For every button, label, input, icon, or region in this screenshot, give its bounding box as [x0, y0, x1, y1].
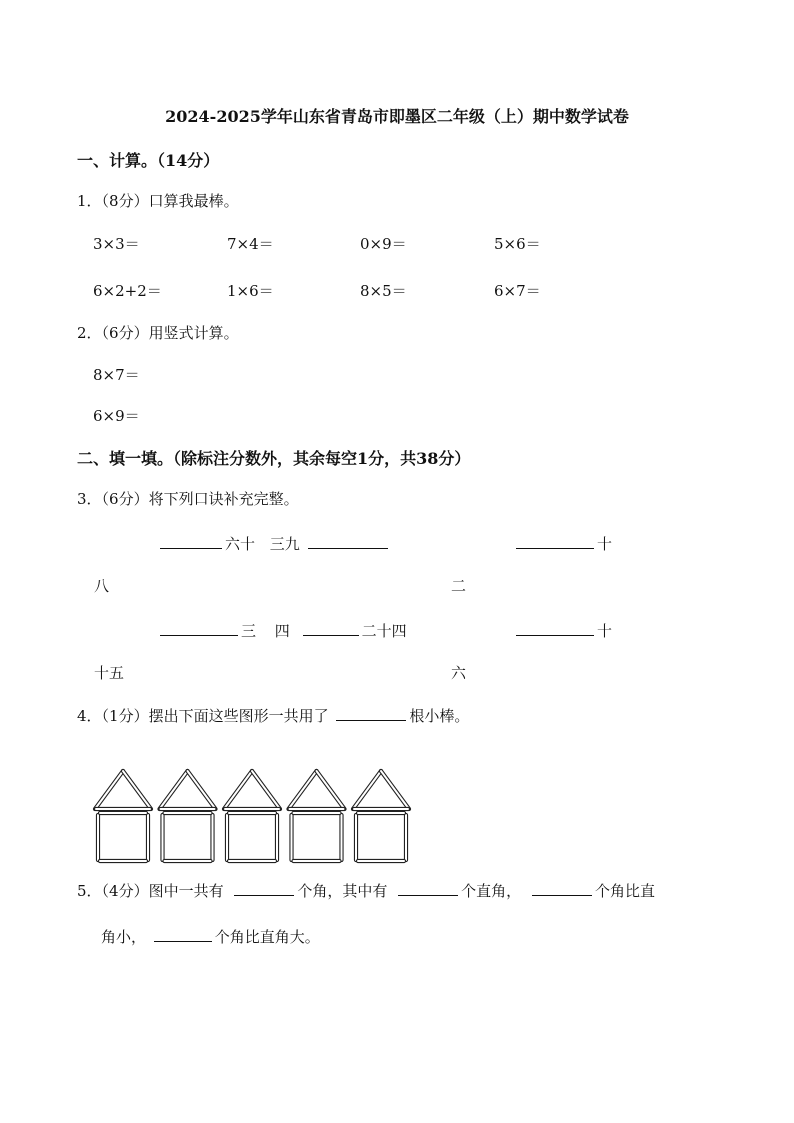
q1-stem: 1．（8分）口算我最棒。 — [77, 192, 239, 210]
stick-house — [160, 771, 216, 861]
stick-houses-figure — [92, 768, 422, 864]
q2-stem: 2．（6分）用竖式计算。 — [77, 324, 239, 342]
q5-stem-line1: 5．（4分）图中一共有 个角，其中有 个直角， 个角比直 — [77, 882, 655, 900]
section2-heading: 二、填一填。（除标注分数外，其余每空1分，共38分） — [77, 449, 471, 468]
oral-calc-1: 3×3＝ — [93, 235, 140, 253]
q3-stem: 3．（6分）将下列口诀补充完整。 — [77, 490, 299, 508]
answer-blank[interactable] — [160, 620, 238, 636]
page-title: 2024-2025学年山东省青岛市即墨区二年级（上）期中数学试卷 — [165, 107, 629, 126]
q3-wrap-3: 十五 — [94, 664, 125, 682]
answer-blank[interactable] — [234, 880, 294, 896]
oral-calc-7: 8×5＝ — [360, 282, 407, 300]
houses-svg — [92, 768, 422, 864]
answer-blank[interactable] — [398, 880, 458, 896]
q3-line1: 六十 三九 — [160, 533, 391, 554]
answer-blank[interactable] — [336, 705, 406, 721]
oral-calc-5: 6×2+2＝ — [93, 282, 162, 300]
vertical-calc-2: 6×9＝ — [93, 407, 140, 425]
stick-house — [289, 771, 345, 861]
answer-blank[interactable] — [160, 533, 222, 549]
q3-line2: 三 四 二十四 — [160, 620, 407, 641]
answer-blank[interactable] — [154, 926, 212, 942]
oral-calc-6: 1×6＝ — [227, 282, 274, 300]
section1-heading: 一、计算。（14分） — [77, 151, 220, 170]
stick-house — [224, 771, 280, 861]
q3-wrap-4: 六 — [451, 664, 467, 682]
q3-line1-right: 十 — [516, 533, 612, 554]
answer-blank[interactable] — [516, 620, 594, 636]
answer-blank[interactable] — [532, 880, 592, 896]
oral-calc-2: 7×4＝ — [227, 235, 274, 253]
stick-house — [353, 771, 409, 861]
answer-blank[interactable] — [308, 533, 388, 549]
q3-line2-right: 十 — [516, 620, 612, 641]
answer-blank[interactable] — [303, 620, 359, 636]
oral-calc-3: 0×9＝ — [360, 235, 407, 253]
oral-calc-4: 5×6＝ — [494, 235, 541, 253]
answer-blank[interactable] — [516, 533, 594, 549]
oral-calc-8: 6×7＝ — [494, 282, 541, 300]
q4-stem: 4．（1分）摆出下面这些图形一共用了 根小棒。 — [77, 707, 470, 725]
stick-house — [95, 771, 151, 861]
q3-wrap-1: 八 — [94, 577, 110, 595]
q3-wrap-2: 二 — [451, 577, 467, 595]
vertical-calc-1: 8×7＝ — [93, 366, 140, 384]
q5-stem-line2: 角小， 个角比直角大。 — [101, 928, 320, 946]
